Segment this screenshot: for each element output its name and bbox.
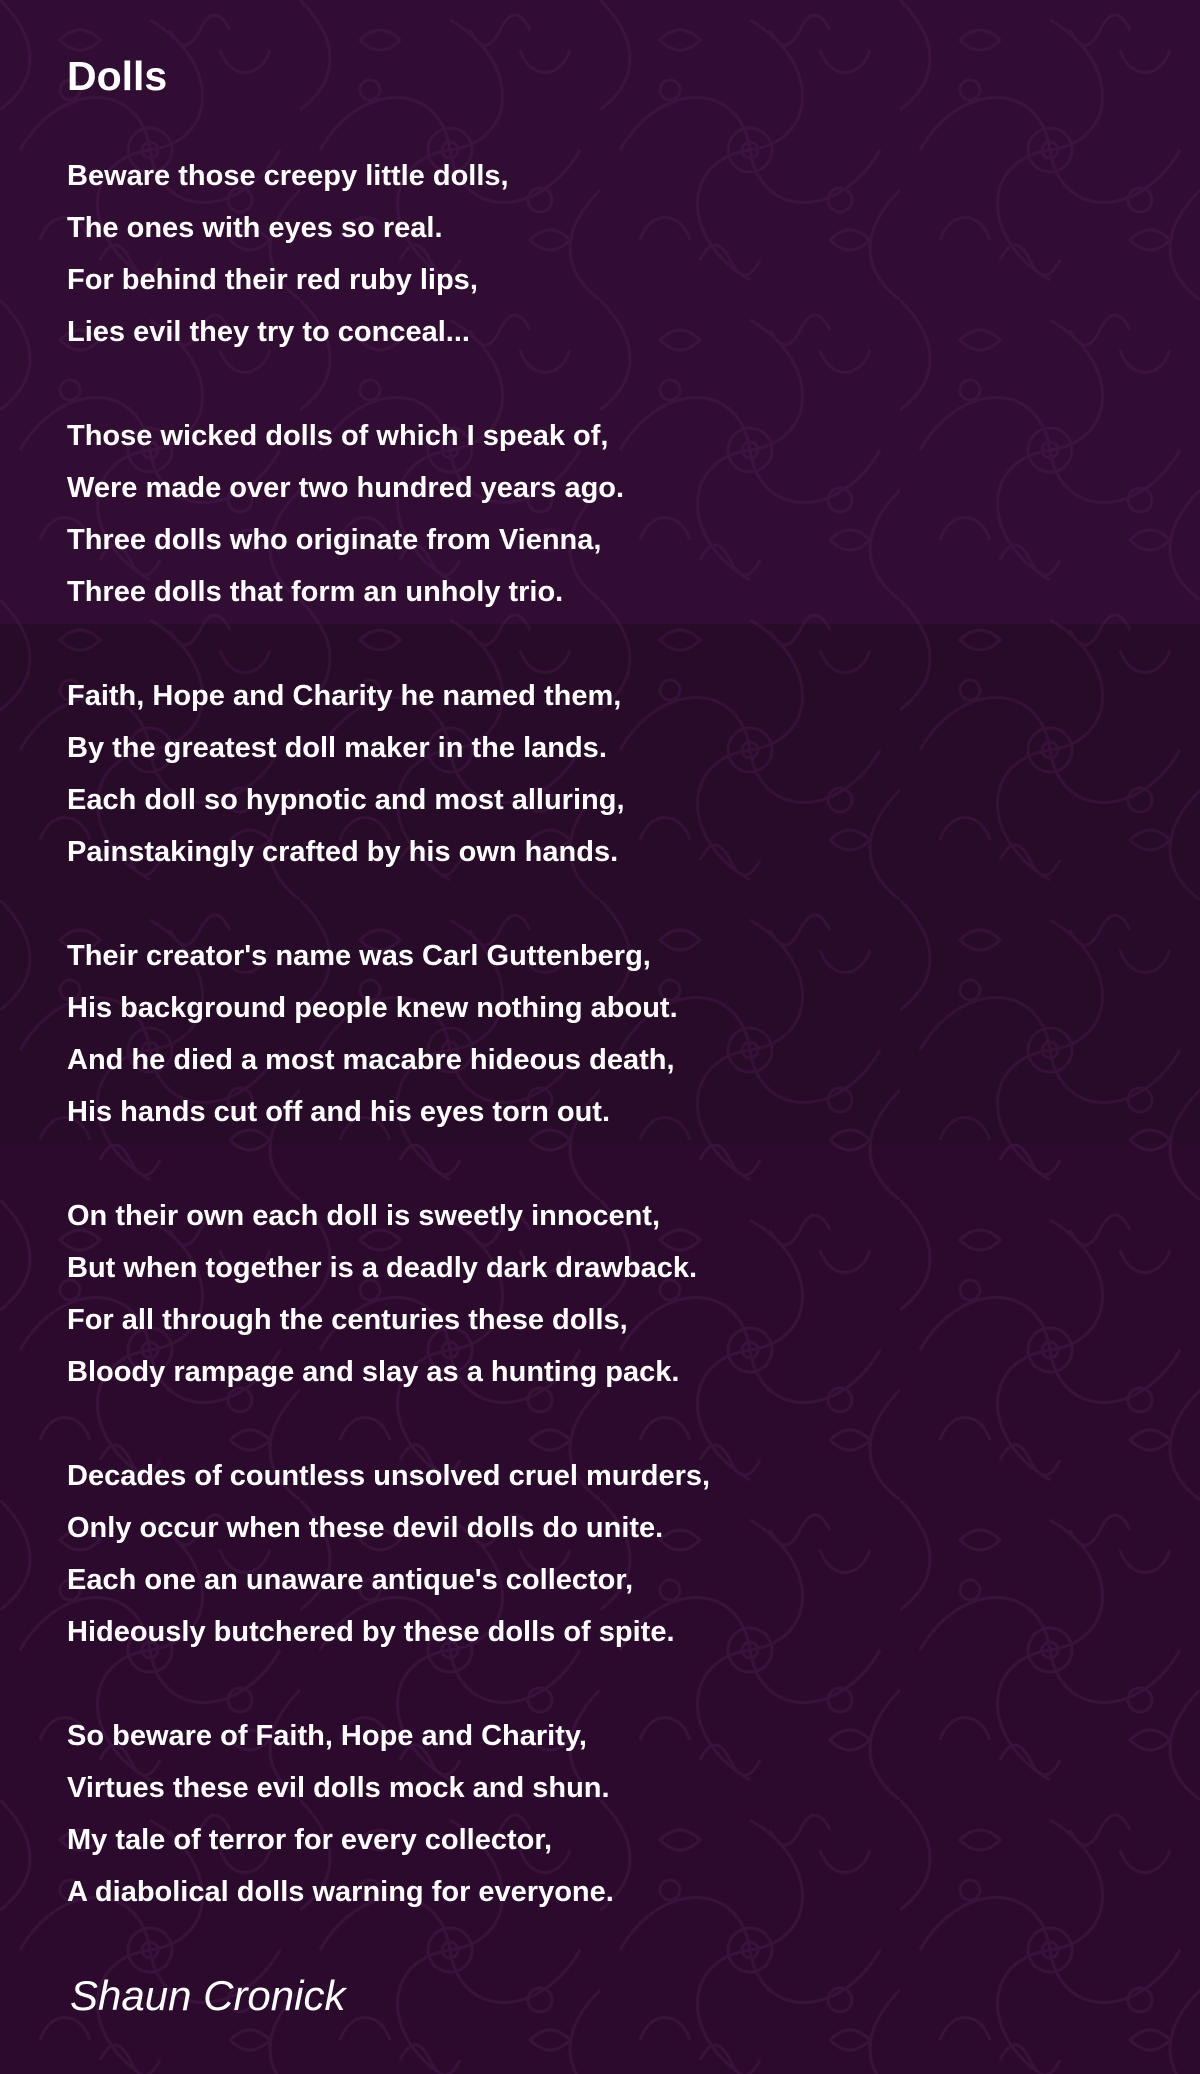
poem-line: Were made over two hundred years ago. xyxy=(67,472,625,504)
poem-title: Dolls xyxy=(67,53,168,99)
poem-line: Lies evil they try to conceal... xyxy=(67,316,470,348)
stanza xyxy=(67,150,710,358)
poem-line: Beware those creepy little dolls, xyxy=(67,160,509,192)
poem-line: The ones with eyes so real. xyxy=(67,212,443,244)
poem-line: Hideously butchered by these dolls of spite. xyxy=(67,1616,675,1648)
poem-line: Three dolls that form an unholy trio. xyxy=(67,576,564,608)
stanza xyxy=(67,1450,710,1658)
poem-line: Their creator's name was Carl Guttenberg, xyxy=(67,940,651,972)
poem-author: Shaun Cronick xyxy=(70,1972,346,2019)
poem-line: But when together is a deadly dark drawback. xyxy=(67,1252,698,1284)
poem-line: Each one an unaware antique's collector, xyxy=(67,1564,634,1596)
poem-line: Only occur when these devil dolls do unite. xyxy=(67,1512,664,1544)
poem-line: Faith, Hope and Charity he named them, xyxy=(67,680,622,712)
poem-line: So beware of Faith, Hope and Charity, xyxy=(67,1720,587,1752)
stanza xyxy=(67,410,710,618)
poem-line: Those wicked dolls of which I speak of, xyxy=(67,420,609,452)
poem-line: A diabolical dolls warning for everyone. xyxy=(67,1876,614,1908)
poem-line: Virtues these evil dolls mock and shun. xyxy=(67,1772,610,1804)
poem-line: Decades of countless unsolved cruel murders, xyxy=(67,1460,711,1492)
stanza xyxy=(67,1190,710,1398)
poem-line: Each doll so hypnotic and most alluring, xyxy=(67,784,625,816)
stanza xyxy=(67,930,710,1138)
poem-line: And he died a most macabre hideous death, xyxy=(67,1044,675,1076)
stanza xyxy=(67,1710,710,1918)
poem-body xyxy=(67,150,710,1970)
poem-line: For behind their red ruby lips, xyxy=(67,264,478,296)
stanza xyxy=(67,670,710,878)
poem-line: My tale of terror for every collector, xyxy=(67,1824,553,1856)
poem-line: By the greatest doll maker in the lands. xyxy=(67,732,607,764)
poem-line: For all through the centuries these dolls, xyxy=(67,1304,628,1336)
poem-line: Painstakingly crafted by his own hands. xyxy=(67,836,619,868)
poem-line: His background people knew nothing about. xyxy=(67,992,678,1024)
poem-line: His hands cut off and his eyes torn out. xyxy=(67,1096,610,1128)
poem-line: Bloody rampage and slay as a hunting pack. xyxy=(67,1356,680,1388)
poem-line: Three dolls who originate from Vienna, xyxy=(67,524,602,556)
poem-line: On their own each doll is sweetly innocent, xyxy=(67,1200,660,1232)
